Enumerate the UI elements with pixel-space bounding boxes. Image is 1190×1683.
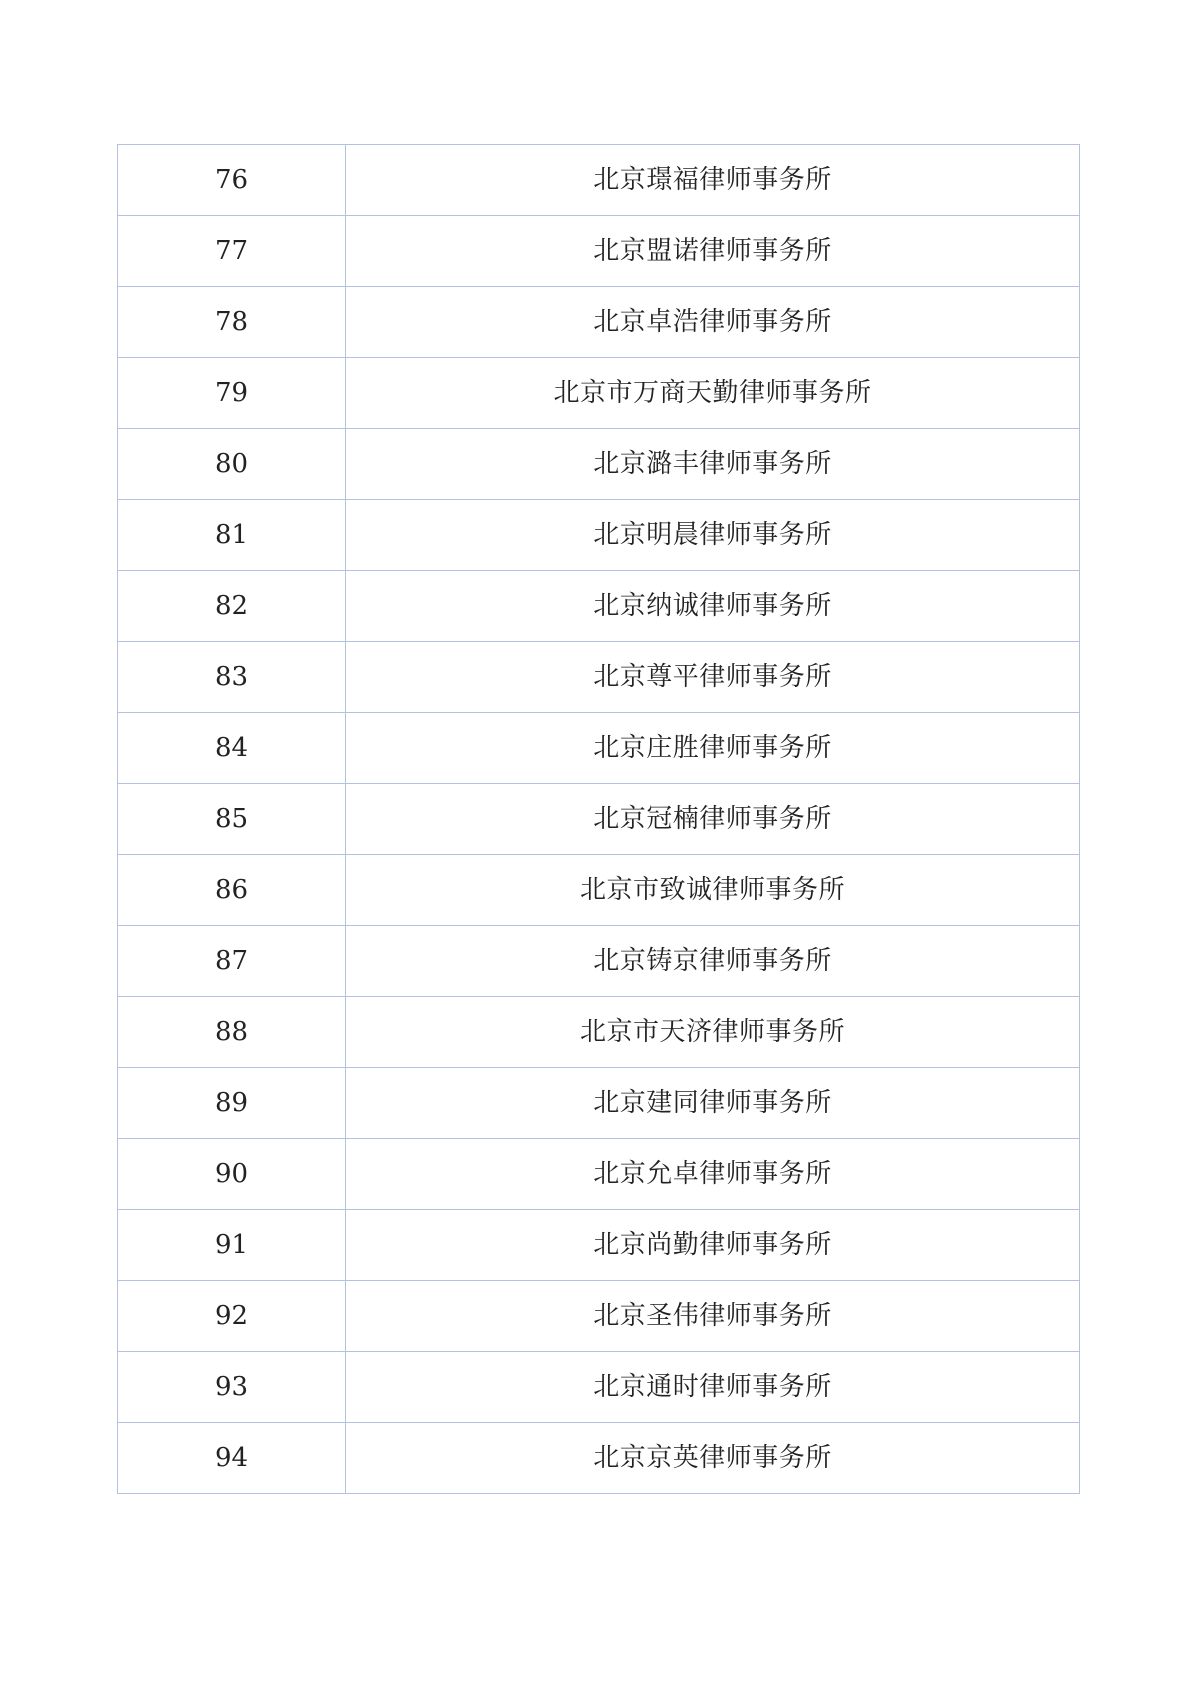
firm-name: 北京铸京律师事务所	[346, 926, 1080, 997]
row-number: 83	[118, 642, 346, 713]
row-number: 93	[118, 1352, 346, 1423]
firm-name: 北京市万商天勤律师事务所	[346, 358, 1080, 429]
firm-name: 北京建同律师事务所	[346, 1068, 1080, 1139]
table-row	[118, 1210, 1080, 1281]
table-row	[118, 784, 1080, 855]
firm-name: 北京通时律师事务所	[346, 1352, 1080, 1423]
table-row	[118, 642, 1080, 713]
table-row	[118, 500, 1080, 571]
row-number: 92	[118, 1281, 346, 1352]
firm-name: 北京允卓律师事务所	[346, 1139, 1080, 1210]
row-number: 81	[118, 500, 346, 571]
table-row	[118, 429, 1080, 500]
firm-name: 北京庄胜律师事务所	[346, 713, 1080, 784]
row-number: 79	[118, 358, 346, 429]
row-number: 94	[118, 1423, 346, 1494]
firm-name: 北京市天济律师事务所	[346, 997, 1080, 1068]
firm-name: 北京潞丰律师事务所	[346, 429, 1080, 500]
firm-name: 北京纳诚律师事务所	[346, 571, 1080, 642]
table-row	[118, 571, 1080, 642]
row-number: 77	[118, 216, 346, 287]
firm-name: 北京卓浩律师事务所	[346, 287, 1080, 358]
firm-name: 北京璟福律师事务所	[346, 145, 1080, 216]
row-number: 82	[118, 571, 346, 642]
table-row	[118, 1423, 1080, 1494]
row-number: 90	[118, 1139, 346, 1210]
row-number: 91	[118, 1210, 346, 1281]
row-number: 78	[118, 287, 346, 358]
table-row	[118, 855, 1080, 926]
table-row	[118, 287, 1080, 358]
row-number: 76	[118, 145, 346, 216]
firm-name: 北京冠楠律师事务所	[346, 784, 1080, 855]
table-row	[118, 1068, 1080, 1139]
firm-name: 北京盟诺律师事务所	[346, 216, 1080, 287]
table-row	[118, 145, 1080, 216]
table-row	[118, 713, 1080, 784]
firm-name: 北京圣伟律师事务所	[346, 1281, 1080, 1352]
table-body	[118, 145, 1080, 1494]
table-row	[118, 997, 1080, 1068]
table-row	[118, 216, 1080, 287]
table-row	[118, 926, 1080, 997]
firm-name: 北京京英律师事务所	[346, 1423, 1080, 1494]
row-number: 88	[118, 997, 346, 1068]
table-row	[118, 1352, 1080, 1423]
row-number: 86	[118, 855, 346, 926]
firm-name: 北京尚勤律师事务所	[346, 1210, 1080, 1281]
table-row	[118, 1139, 1080, 1210]
firm-name: 北京明晨律师事务所	[346, 500, 1080, 571]
row-number: 85	[118, 784, 346, 855]
table-row	[118, 1281, 1080, 1352]
row-number: 89	[118, 1068, 346, 1139]
firm-name: 北京市致诚律师事务所	[346, 855, 1080, 926]
row-number: 80	[118, 429, 346, 500]
table-row	[118, 358, 1080, 429]
firm-name: 北京尊平律师事务所	[346, 642, 1080, 713]
law-firm-table	[117, 144, 1080, 1494]
row-number: 84	[118, 713, 346, 784]
row-number: 87	[118, 926, 346, 997]
